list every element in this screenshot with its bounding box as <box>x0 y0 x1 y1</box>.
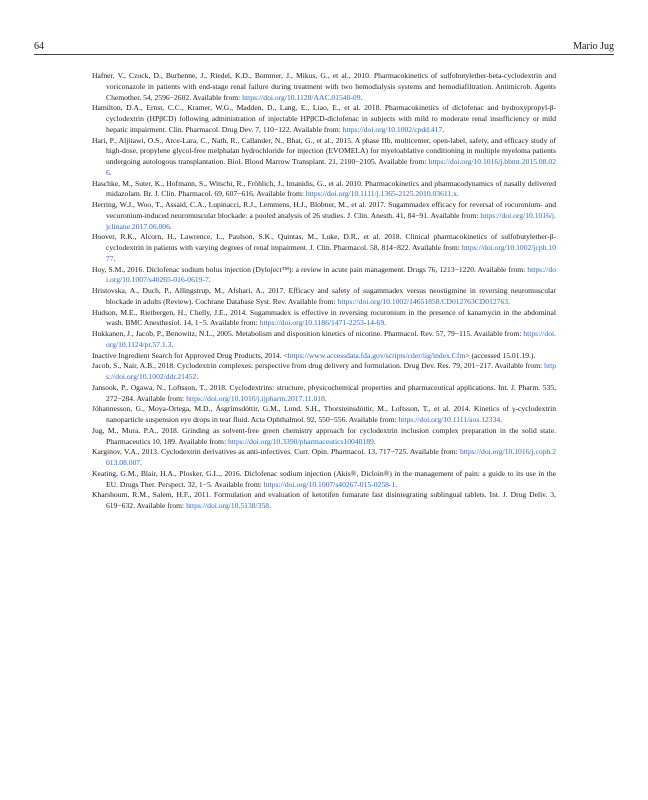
reference-text: Hamilton, D.A., Ernst, C.C., Kramer, W.G., Madden, D., Lang, E., Liao, E., et al. 2018. Pharmacokinetics of diclofenac and hydroxypropyl-β-cyclodextrin (HPβCD) following administration of injectable HPβCD-diclofenac in subjects with mild to moderate renal insufficiency or mild hepatic impairment. Clin. Pharmacol. Drug Dev. 7, 110−122. Available from: <box>92 103 556 134</box>
reference-doi-link[interactable]: https://doi.org/10.5138/358 <box>186 501 270 510</box>
reference-item <box>92 103 556 135</box>
reference-doi-link[interactable]: https://doi.org/10.1016/j.coph.2013.08.007 <box>106 447 556 467</box>
reference-item <box>92 308 556 330</box>
reference-text: Hudson, M.E., Rietbergen, H., Chelly, J.E., 2014. Sugammadex is effective in reversing rocuronium in the presence of kanamycin in the abdominal wash. BMC Anesthesiol. 14, 1−5. Available from: <box>92 307 556 328</box>
reference-text: Hoy, S.M., 2016. Diclofenac sodium bolus injection (Dyloject™): a review in acute pain management. Drugs 76, 1213−1220. Available from: <box>92 264 528 274</box>
reference-doi-link[interactable]: https://doi.org/10.1111/j.1365-2125.2010.03611.x <box>305 189 457 199</box>
reference-text: Hoover, R.K., Alcorn, H., Lawrence, L., Paulson, S.K., Quintas, M., Luke, D.R., et al. 2018. Clinical pharmacokinetics of sulfobutylether-β-cyclodextrin in patients with varying degrees of renal impairment. J. Clin. Pharmacol. 58, 814−822. Available from: <box>92 232 556 252</box>
reference-suffix: . <box>442 124 445 134</box>
reference-text: Jacob, S., Nair, A.B., 2018. Cyclodextrin complexes: perspective from drug delivery and formulation. Drug Dev. Res. 79, 201−217. Available from: <box>92 361 545 371</box>
reference-suffix: > (accessed 15.01.19.). <box>465 350 536 360</box>
reference-suffix: . <box>269 501 271 510</box>
reference-item <box>92 383 556 405</box>
reference-text: Hristovska, A., Duch, P., Allingstrup, M., Afshari, A., 2017. Efficacy and safety of sugammadex versus neostigmine in reversing neuromuscular blockade in adults (Review). Cochrane Database Syst. Rev. Available from: <box>92 286 556 306</box>
reference-text: Herring, W.J., Woo, T., Assaid, C.A., Lupinacci, R.J., Lemmens, H.J., Blobner, M., et al. 2017. Sugammadex efficacy for reversal of rocuronium- and vecuronium-induced neuromuscular blockade: a pooled analysis of 26 studies. J. Clin. Anesth. 41, 84−91. Available from: <box>92 200 556 220</box>
reference-text: Haschke, M., Suter, K., Hofmann, S., Witschi, R., Fröhlich, J., Imanidis, G., et al. 2010. Pharmacokinetics and pharmacodynamics of nasally delivered midazolam. Br. J. Clin. Pharmacol. 69, 607−616. Available from: <box>92 178 556 199</box>
reference-doi-link[interactable]: https://doi.org/10.1002/ddr.21452 <box>106 361 556 381</box>
reference-item <box>92 469 556 491</box>
reference-text: Jansook, P., Ogawa, N., Loftsson, T., 2018. Cyclodextrins: structure, physicochemical properties and pharmaceutical applications. Int. J. Pharm. 535, 272−284. Available from: <box>92 382 556 403</box>
reference-text: Keating, G.M., Blair, H.A., Plosker, G.L., 2016. Diclofenac sodium injection (Akis®, Dicloin®) in the management of pain: a guide to its use in the EU. Drugs Ther. Perspect. 32, 1−5. Available from: <box>92 468 556 489</box>
reference-doi-link[interactable]: https://doi.org/10.1186/1471-2253-14-69 <box>259 318 385 328</box>
reference-suffix: . <box>373 436 376 446</box>
reference-doi-link[interactable]: https://doi.org/10.1128/AAC.01540-09 <box>242 92 361 102</box>
reference-doi-link[interactable]: https://doi.org/10.1007/s40267-015-0258-1 <box>263 479 396 489</box>
reference-item <box>92 200 556 232</box>
header-rule <box>34 54 614 55</box>
reference-doi-link[interactable]: https://doi.org/10.1111/aos.12334 <box>398 415 501 424</box>
reference-item <box>92 361 556 383</box>
reference-suffix: . <box>456 189 459 199</box>
reference-text: Hafner, V., Czock, D., Burhenne, J., Riedel, K.D., Bommer, J., Mikus, G., et al., 2010. Pharmacokinetics of sulfobutylether-beta-cyclodextrin and voriconazole in patients with end-stage renal failure during treatment with two hemodialysis systems and hemodiafiltration. Antimicrob. Agents Chemother. 54, 2596−2602. Available from: <box>92 71 556 102</box>
reference-doi-link[interactable]: https://doi.org/10.1016/j.ijpharm.2017.11.018 <box>186 393 325 403</box>
reference-doi-link[interactable]: https://doi.org/10.1016/j.bbmt.2015.08.026 <box>106 157 556 177</box>
reference-item <box>92 426 556 448</box>
reference-suffix: . <box>140 458 143 467</box>
reference-item <box>92 286 556 308</box>
reference-item <box>92 71 556 103</box>
reference-suffix: . <box>171 339 174 349</box>
reference-doi-link[interactable]: https://doi.org/10.1124/pr.57.1.3 <box>106 329 556 349</box>
reference-text: Karginov, V.A., 2013. Cyclodextrin derivatives as anti-infectives. Curr. Opin. Pharmacol. 13, 717−725. Available from: <box>92 447 460 457</box>
reference-item <box>92 404 556 426</box>
reference-item <box>92 265 556 287</box>
reference-text: Jug, M., Mura, P.A., 2018. Grinding as solvent-free green chemistry approach for cyclodextrin inclusion complex preparation in the solid state. Pharmaceutics 10, 189. Available from: <box>92 425 556 446</box>
reference-doi-link[interactable]: https://doi.org/10.1016/j.jclinane.2017.06.006 <box>106 210 556 231</box>
reference-doi-link[interactable]: https://doi.org/10.3390/pharmaceutics10040189 <box>227 436 374 446</box>
reference-item <box>92 136 556 179</box>
reference-item <box>92 351 556 362</box>
reference-suffix: . <box>169 221 172 231</box>
reference-item <box>92 179 556 201</box>
reference-text: Hari, P., Aljitawi, O.S., Arce-Lara, C., Nath, R., Callander, N., Bhat, G., et al., 2015. A phase IIb, multicenter, open-label, safety, and efficacy study of high-dose, propylene glycol-free melphalan hydrochloride for injection (EVOMELA) for myeloablative conditioning in multiple myeloma patients undergoing autologous transplantation. Biol. Blood Marrow Transplant. 21, 2100−2105. Available from: <box>92 135 556 166</box>
reference-text: Inactive Ingredient Search for Approved Drug Products, 2014. < <box>92 350 288 360</box>
reference-suffix: . <box>109 167 112 177</box>
reference-list <box>92 71 556 512</box>
reference-doi-link[interactable]: https://doi.org/10.1002/jcph.1077 <box>106 243 556 263</box>
reference-doi-link[interactable]: https://doi.org/10.1007/s40265-016-0619-7 <box>106 264 556 285</box>
reference-item <box>92 447 556 469</box>
reference-suffix: . <box>196 372 199 381</box>
reference-suffix: . <box>324 393 327 403</box>
reference-item <box>92 232 556 264</box>
reference-item <box>92 490 556 512</box>
reference-suffix: . <box>500 415 503 424</box>
reference-doi-link[interactable]: https://www.accessdata.fda.gov/scripts/cder/iig/index.Cfm <box>287 350 466 360</box>
reference-suffix: . <box>113 253 116 263</box>
page-header <box>34 40 614 54</box>
reference-item <box>92 329 556 351</box>
reference-suffix: . <box>395 479 398 489</box>
reference-doi-link[interactable]: https://doi.org/10.1002/cpdd.417 <box>342 124 443 134</box>
reference-suffix: . <box>384 318 387 328</box>
reference-suffix: . <box>360 92 363 102</box>
reference-text: Hukkanen, J., Jacob, P., Benowitz, N.L., 2005. Metabolism and disposition kinetics of nicotine. Pharmacol. Rev. 57, 79−115. Available from: <box>92 329 524 338</box>
reference-doi-link[interactable]: https://doi.org/10.1002/14651858.CD012763CD012763 <box>337 296 509 306</box>
page-number: 64 <box>34 41 44 52</box>
running-head: Mario Jug <box>573 41 614 52</box>
reference-suffix: . <box>208 275 211 285</box>
reference-text: Jóhannesson, G., Moya-Ortega, M.D., Ásgrímsdóttir, G.M., Lund, S.H., Thorsteinsdóttir, M., Loftsson, T., et al. 2014. Kinetics of γ-cyclodextrin nanoparticle suspension eye drops in tear fluid. Acta Ophthalmol. 92, 550−556. Available from: <box>92 404 556 424</box>
reference-suffix: . <box>508 296 510 306</box>
reference-text: Kharshoum, R.M., Salem, H.F., 2011. Formulation and evaluation of ketotifen fumarate fast disintegrating sublingual tablets. Int. J. Drug Deliv. 3, 619−632. Available from: <box>92 490 556 510</box>
